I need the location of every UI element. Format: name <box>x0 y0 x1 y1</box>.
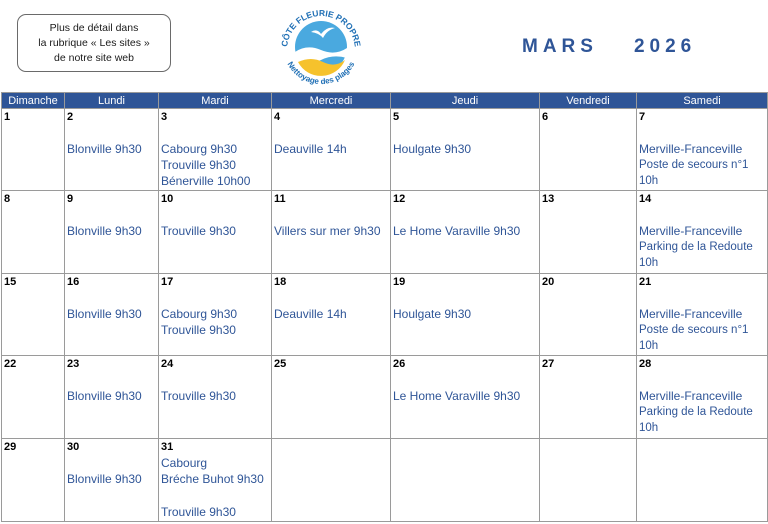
calendar-day-cell-jeudi <box>391 356 540 438</box>
calendar-day-cell-mardi <box>159 356 272 438</box>
day-events <box>67 223 156 239</box>
event-item: Deauville 14h <box>274 306 347 321</box>
calendar-day-cell-dimanche <box>2 109 65 191</box>
day-events <box>639 306 765 354</box>
day-number <box>542 440 634 455</box>
day-number: 23 <box>67 358 80 371</box>
calendar-week-row <box>2 273 768 355</box>
event-item: Merville-Franceville <box>639 224 743 239</box>
event-item: Trouville 9h30 <box>161 322 236 337</box>
calendar-day-cell-mercredi <box>272 191 391 273</box>
calendar-day-cell-jeudi <box>391 438 540 521</box>
day-number: 27 <box>542 358 555 371</box>
day-events <box>274 306 388 322</box>
day-number: 15 <box>4 275 17 288</box>
day-number: 5 <box>393 111 400 123</box>
event-item: Cabourg <box>161 455 208 470</box>
calendar-day-cell-lundi <box>65 438 159 521</box>
day-events <box>161 223 269 239</box>
event-item: Poste de secours n°1 <box>639 159 749 171</box>
calendar-week-row <box>2 356 768 438</box>
event-item: Le Home Varaville 9h30 <box>393 389 521 404</box>
info-line-2: la rubrique « Les sites » <box>38 36 150 49</box>
event-item: Poste de secours n°1 <box>639 323 749 336</box>
event-item: 10h <box>639 175 659 187</box>
calendar-day-cell-jeudi <box>391 109 540 191</box>
day-events <box>274 223 388 239</box>
logo-bottom-text: Nettoyage des plages <box>285 60 357 87</box>
event-item: Blonville 9h30 <box>67 471 142 486</box>
day-events <box>67 471 156 487</box>
event-item: Trouville 9h30 <box>161 389 236 404</box>
day-events <box>393 223 537 239</box>
day-events <box>161 141 269 189</box>
event-item: Merville-Franceville <box>639 306 743 321</box>
day-events <box>67 306 156 322</box>
calendar-day-cell-mardi <box>159 109 272 191</box>
calendar-day-cell-samedi <box>637 356 768 438</box>
calendar-day-cell-dimanche <box>2 273 65 355</box>
calendar-day-cell-vendredi <box>540 356 637 438</box>
calendar-day-cell-samedi <box>637 191 768 273</box>
calendar-day-cell-lundi <box>65 191 159 273</box>
day-number: 7 <box>639 111 646 123</box>
header-lundi: Lundi <box>65 93 159 109</box>
calendar-grid <box>1 92 768 522</box>
day-events <box>161 455 269 520</box>
event-item: Blonville 9h30 <box>67 224 142 239</box>
event-item: Trouville 9h30 <box>161 158 236 172</box>
header-mardi: Mardi <box>159 93 272 109</box>
calendar-day-cell-vendredi <box>540 438 637 521</box>
header-dimanche: Dimanche <box>2 93 65 109</box>
calendar-day-cell-mercredi <box>272 109 391 191</box>
day-events <box>639 388 765 436</box>
day-number: 17 <box>161 275 174 288</box>
day-number: 11 <box>274 193 286 206</box>
day-events <box>67 141 156 157</box>
event-item: Merville-Franceville <box>639 389 743 404</box>
calendar-week-row <box>2 438 768 521</box>
day-number: 20 <box>542 275 555 288</box>
day-number: 1 <box>4 111 11 123</box>
day-number: 10 <box>161 193 174 206</box>
day-events <box>161 306 269 338</box>
event-item: Bénerville 10h00 <box>161 174 251 188</box>
day-number: 2 <box>67 111 74 123</box>
day-number: 31 <box>161 440 174 453</box>
day-number <box>274 440 388 455</box>
calendar-day-cell-vendredi <box>540 273 637 355</box>
calendar-day-cell-mercredi <box>272 356 391 438</box>
day-number: 19 <box>393 275 406 288</box>
calendar-day-cell-mercredi <box>272 438 391 521</box>
title-month: MARS <box>522 36 598 57</box>
day-number: 29 <box>4 440 17 453</box>
day-number: 3 <box>161 111 168 123</box>
day-events <box>393 388 537 404</box>
title-year: 2026 <box>633 36 697 57</box>
day-events <box>639 223 765 271</box>
calendar-day-cell-mardi <box>159 191 272 273</box>
event-item: Merville-Franceville <box>639 142 743 156</box>
event-item: 10h <box>639 339 659 352</box>
event-item: 10h <box>639 422 659 435</box>
day-number: 24 <box>161 358 174 371</box>
day-number: 12 <box>393 193 406 206</box>
cote-fleurie-propre-logo <box>277 6 365 88</box>
day-number: 4 <box>274 111 281 123</box>
event-item: Blonville 9h30 <box>67 142 142 156</box>
day-number: 25 <box>274 358 287 371</box>
header-samedi: Samedi <box>637 93 768 109</box>
calendar-day-cell-jeudi <box>391 191 540 273</box>
calendar-day-cell-vendredi <box>540 191 637 273</box>
calendar-day-cell-vendredi <box>540 109 637 191</box>
calendar-day-cell-mardi <box>159 438 272 521</box>
info-box <box>17 14 171 72</box>
calendar-day-cell-lundi <box>65 273 159 355</box>
calendar-day-cell-dimanche <box>2 438 65 521</box>
day-events <box>274 141 388 157</box>
day-number: 6 <box>542 111 549 123</box>
event-item: Blonville 9h30 <box>67 389 142 404</box>
header-mercredi: Mercredi <box>272 93 391 109</box>
header-jeudi: Jeudi <box>391 93 540 109</box>
event-item: Cabourg 9h30 <box>161 142 238 156</box>
event-item: Parking de la Redoute <box>639 241 753 254</box>
day-number: 21 <box>639 275 652 288</box>
day-events <box>393 141 537 157</box>
day-number: 22 <box>4 358 17 371</box>
day-events <box>161 388 269 404</box>
calendar-day-cell-jeudi <box>391 273 540 355</box>
calendar-day-cell-mardi <box>159 273 272 355</box>
day-number: 30 <box>67 440 80 453</box>
event-item: Cabourg 9h30 <box>161 306 238 321</box>
day-number: 14 <box>639 193 652 206</box>
header-vendredi: Vendredi <box>540 93 637 109</box>
day-number: 9 <box>67 193 74 206</box>
event-item: Villers sur mer 9h30 <box>274 224 381 239</box>
calendar-week-row <box>2 191 768 273</box>
info-line-1: Plus de détail dans <box>49 21 139 34</box>
day-number <box>639 440 765 455</box>
event-item: 10h <box>639 257 659 270</box>
day-events <box>393 306 537 322</box>
event-item: Trouville 9h30 <box>161 224 236 239</box>
calendar-day-cell-lundi <box>65 356 159 438</box>
day-number: 18 <box>274 275 287 288</box>
calendar-title <box>522 36 696 58</box>
day-number: 13 <box>542 193 555 206</box>
event-item: Blonville 9h30 <box>67 306 142 321</box>
event-item: Bréche Buhot 9h30 <box>161 471 264 486</box>
calendar-day-cell-samedi <box>637 109 768 191</box>
day-number: 16 <box>67 275 80 288</box>
calendar-day-cell-samedi <box>637 273 768 355</box>
event-item: Le Home Varaville 9h30 <box>393 224 521 239</box>
day-number <box>393 440 537 455</box>
event-item: Deauville 14h <box>274 142 347 156</box>
event-item: Houlgate 9h30 <box>393 142 472 156</box>
calendar-day-cell-mercredi <box>272 273 391 355</box>
day-number: 8 <box>4 193 11 206</box>
event-item: Parking de la Redoute <box>639 406 753 419</box>
day-events <box>67 388 156 404</box>
calendar-day-cell-samedi <box>637 438 768 521</box>
day-number: 28 <box>639 358 652 371</box>
calendar-week-row <box>2 109 768 191</box>
event-item: Houlgate 9h30 <box>393 306 472 321</box>
event-item: Trouville 9h30 <box>161 504 236 519</box>
calendar-day-cell-dimanche <box>2 356 65 438</box>
calendar-day-cell-lundi <box>65 109 159 191</box>
logo-top-text: CÔTE FLEURIE PROPRE <box>279 7 363 48</box>
weekday-header-row <box>2 93 768 109</box>
info-line-3: de notre site web <box>54 51 134 64</box>
day-events <box>639 141 765 189</box>
day-number: 26 <box>393 358 406 371</box>
calendar-day-cell-dimanche <box>2 191 65 273</box>
